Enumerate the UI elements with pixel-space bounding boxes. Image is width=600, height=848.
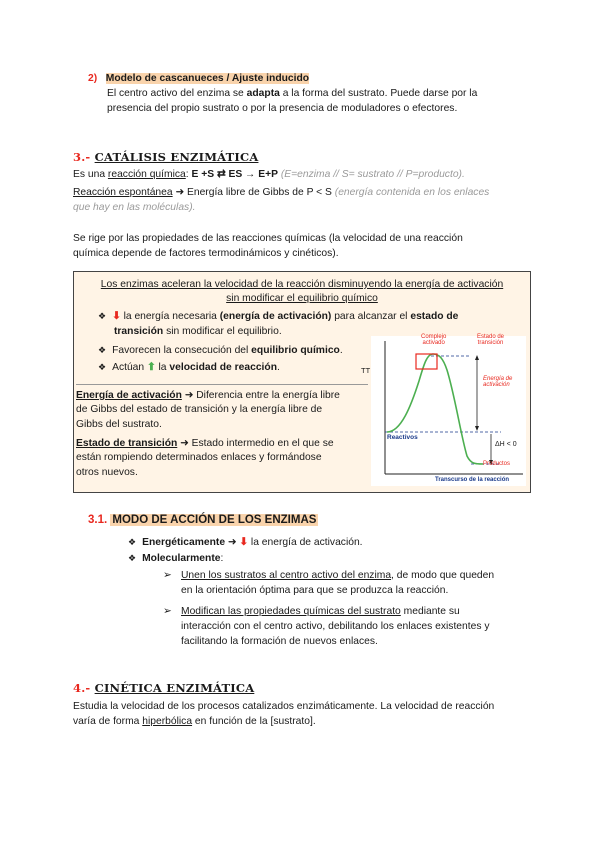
spontaneous-link: Reacción espontánea — [73, 186, 173, 198]
item-2 — [88, 72, 477, 117]
estado-a: Estado de — [477, 334, 505, 340]
et-c: otros nuevos. — [76, 466, 138, 478]
spontaneous-note-a: (energía contenida en los enlaces — [334, 186, 490, 198]
b2-a: Favorecen la consecución del — [112, 345, 252, 356]
section-3-body — [73, 168, 533, 262]
sub-1-b: en la orientación óptima para que se produzca la reacción. — [181, 584, 449, 596]
section-3-1-heading — [88, 512, 318, 529]
activation-arrow-head-down — [475, 426, 479, 431]
b1-f: sin modificar el equilibrio. — [163, 325, 282, 337]
b2-b: equilibrio químico — [251, 345, 340, 356]
reaction-link: reacción química — [107, 169, 186, 180]
box-bullet-2 — [98, 344, 343, 359]
box-header — [74, 278, 530, 307]
molecular-bullet — [128, 552, 528, 567]
ea-title: Energía de activación — [76, 390, 182, 401]
kinetics-b1: varía de forma — [73, 715, 143, 727]
arrowhead-bullet-icon: ➢ — [163, 570, 172, 581]
et-b: están rompiendo determinados enlaces y formándose — [76, 452, 322, 464]
section-3-1-number: 3.1. — [88, 514, 108, 526]
energetic-after: la energía de activación. — [248, 537, 363, 548]
section-4-heading — [73, 680, 254, 697]
sub-1-a: , de modo que queden — [391, 570, 495, 581]
thermo-paragraph — [73, 232, 533, 262]
b1-e: transición — [114, 325, 164, 337]
energetic-arrow: ➜ — [225, 537, 240, 548]
section-3-number: 3.- — [73, 150, 91, 164]
spontaneous-line — [73, 186, 533, 216]
b2-c: . — [339, 345, 343, 356]
molecular-colon: : — [220, 552, 224, 564]
reactivos-label: Reactivos — [387, 434, 418, 441]
b1-d: estado de — [410, 311, 459, 322]
productos-label: Productos — [483, 461, 511, 467]
energia-b: activación — [483, 382, 510, 389]
energia-a: Energía de — [483, 376, 513, 382]
spontaneous-note-b: que hay en las moléculas). — [73, 201, 196, 213]
item-2-text-b: a la forma del sustrato. Puede darse por la — [279, 87, 478, 99]
section-3-heading — [73, 149, 258, 166]
ea-b: de Gibbs del estado de transición y la energía libre de — [76, 404, 323, 416]
item-2-title: Modelo de cascanueces / Ajuste inducido — [105, 73, 310, 84]
activation-energy-def — [76, 389, 376, 432]
reaction-colon: : — [185, 169, 192, 180]
sub-2-a: mediante su — [400, 605, 460, 617]
diamond-bullet-icon: ❖ — [128, 552, 137, 563]
section-4-title: CINÉTICA ENZIMÁTICA — [94, 681, 255, 695]
et-title: Estado de transición — [76, 438, 178, 449]
reaction-curve — [387, 354, 483, 464]
complejo-a: Complejo — [421, 334, 447, 340]
spontaneous-text: ➜ Energía libre de Gibbs de P < S — [172, 186, 335, 198]
et-a: ➜ Estado intermedio en el que se — [177, 438, 334, 449]
transition-state-def — [76, 437, 376, 480]
item-2-text — [88, 87, 477, 117]
energy-diagram — [361, 334, 526, 486]
kinetics-link: hiperbólica — [142, 715, 193, 727]
item-2-text-bold: adapta — [246, 87, 280, 99]
sub-1-link: Unen los sustratos al centro activo del enzima — [181, 570, 392, 581]
sub-item-1 — [163, 569, 528, 599]
sub-2-link: Modifican las propiedades químicas del sustrato — [181, 605, 401, 617]
ea-c: Gibbs del sustrato. — [76, 418, 162, 430]
kinetics-b2: en función de la [sustrato]. — [192, 715, 316, 727]
item-2-text-a: El centro activo del enzima se — [107, 87, 247, 99]
estado-label — [477, 334, 504, 347]
sub-item-2 — [163, 605, 528, 650]
thermo-a: Se rige por las propiedades de las reacciones químicas (la velocidad de una reacción — [73, 232, 463, 244]
box-bullet-3 — [98, 361, 280, 376]
activation-arrow-head-up — [475, 355, 479, 360]
section-4-number: 4.- — [73, 681, 91, 695]
reaction-equation: E +S ⇄ ES → E+P — [191, 169, 278, 180]
delta-h-label: ΔH < 0 — [495, 441, 517, 448]
section-3-1-body — [128, 536, 528, 567]
section-4-body — [73, 700, 533, 730]
arrowhead-bullet-icon: ➢ — [163, 605, 172, 617]
section-3-title: CATÁLISIS ENZIMÁTICA — [94, 150, 259, 164]
b3-c: velocidad de reacción — [169, 362, 277, 373]
b3-b: la — [155, 362, 170, 373]
item-2-number: 2) — [88, 73, 98, 84]
item-2-heading — [88, 72, 477, 87]
b1-c: para alcanzar el — [331, 311, 411, 322]
molecular-bold: Molecularmente — [142, 552, 221, 564]
molecular-sublist — [163, 569, 528, 650]
section-3-1-title: MODO DE ACCIÓN DE LOS ENZIMAS — [112, 514, 317, 526]
energia-label — [483, 376, 512, 389]
sub-2-b: interacción con el centro activo, debilitando los enlaces existentes y — [181, 620, 490, 632]
sub-2-c: facilitando la formación de nuevos enlaces. — [181, 635, 378, 647]
diamond-bullet-icon: ❖ — [98, 362, 107, 372]
b1-a: la energía necesaria — [120, 311, 220, 322]
energetic-bullet — [128, 536, 528, 551]
complejo-label — [421, 334, 446, 347]
estado-b: transición — [477, 340, 504, 347]
box-divider — [76, 384, 368, 385]
arrow-down-icon: ⬇ — [112, 311, 121, 322]
reaction-note: (E=enzima // S= sustrato // P=producto). — [277, 169, 465, 180]
arrow-down-icon: ⬇ — [239, 537, 249, 548]
diamond-bullet-icon: ❖ — [98, 345, 107, 355]
item-2-text-line2: presencia del propio sustrato o por la presencia de moduladores o efectores. — [107, 102, 458, 114]
kinetics-a: Estudia la velocidad de los procesos catalizados enzimáticamente. La velocidad de reacción — [73, 701, 495, 712]
diamond-bullet-icon: ❖ — [98, 311, 107, 321]
reaction-line — [73, 168, 533, 183]
arrow-up-icon: ⬆ — [147, 362, 156, 373]
b3-a: Actúan — [112, 362, 147, 373]
diamond-bullet-icon: ❖ — [128, 537, 137, 547]
b3-d: . — [276, 362, 280, 373]
b1-b: (energía de activación) — [219, 311, 332, 322]
ea-a: ➜ Diferencia entre la energía libre — [181, 390, 340, 401]
box-header-a: Los enzimas aceleran la velocidad de la reacción disminuyendo la energía de activación — [100, 279, 504, 290]
complejo-b: activado — [422, 340, 445, 347]
y-axis-label: TT — [361, 366, 371, 375]
thermo-b: química depende de factores termodinámicos y cinéticos). — [73, 247, 339, 259]
reaction-prefix: Es una — [73, 169, 108, 180]
box-header-b: sin modificar el equilibrio químico — [226, 293, 378, 305]
energetic-bold: Energéticamente — [142, 537, 226, 548]
x-axis-label: Transcurso de la reacción — [435, 477, 510, 483]
